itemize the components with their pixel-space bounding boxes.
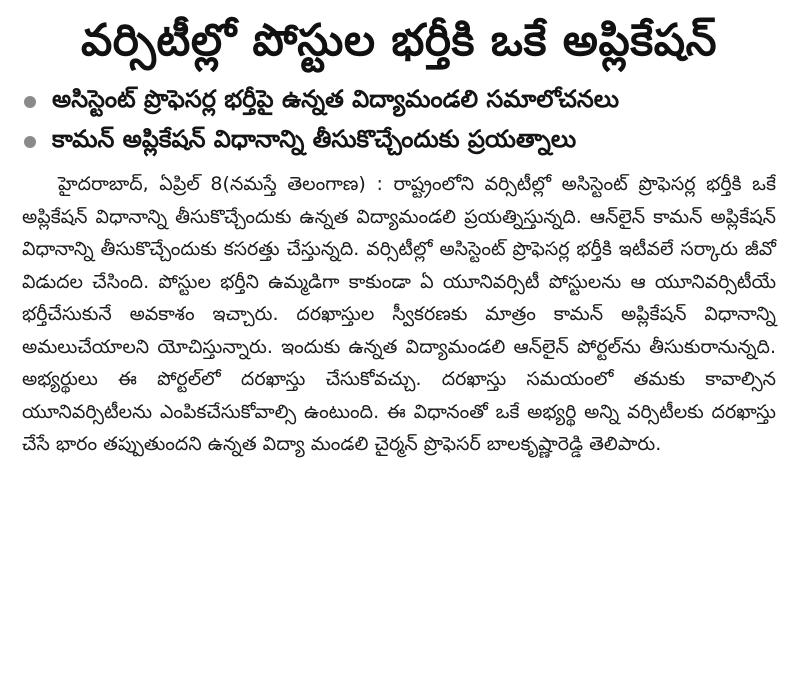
bullet-icon (24, 136, 36, 148)
subhead-list (22, 82, 776, 162)
subhead-text: అసిస్టెంట్ ప్రొఫెసర్ల భర్తీపై ఉన్నత విద్యామండలి సమాలోచనలు (52, 85, 620, 113)
subhead-text: కామన్ అప్లికేషన్ విధానాన్ని తీసుకొచ్చేందుకు ప్రయత్నాలు (52, 125, 577, 153)
subhead-item (22, 82, 776, 122)
bullet-icon (24, 96, 36, 108)
article-headline: వర్సిటీల్లో పోస్టుల భర్తీకి ఒకే అప్లికేషన్ (81, 15, 717, 66)
article-body: హైదరాబాద్, ఏప్రిల్ 8(నమస్తే తెలంగాణ) : రాష్ట్రంలోని వర్సిటీల్లో అసిస్టెంట్ ప్రొఫెసర్ల భర్తీకి ఒకే అప్లికేషన్ విధానాన్ని తీసుకొచ్చేందుకు ఉన్నత విద్యామండలి ప్రయత్నిస్తున్నది. ఆన్‌లైన్ కామన్ అప్లికేషన్ విధానాన్ని తీసుకొచ్చేందుకు కసరత్తు చేస్తున్నది. వర్సిటీల్లో అసిస్టెంట్ ప్రొఫెసర్ల భర్తీకి ఇటీవలే సర్కారు జీవో విడుదల చేసింది. పోస్టుల భర్తీని ఉమ్మడిగా కాకుండా ఏ యూనివర్సిటీ పోస్టులను ఆ యూనివర్సిటీయే భర్తీచేసుకునే అవకాశం ఇచ్చారు. దరఖాస్తుల స్వీకరణకు మాత్రం కామన్ అప్లికేషన్ విధానాన్ని అమలుచేయాలని యోచిస్తున్నారు. ఇందుకు ఉన్నత విద్యామండలి ఆన్‌లైన్ పోర్టల్‌ను తీసుకురానున్నది. అభ్యర్థులు ఈ పోర్టల్‌లో దరఖాస్తు చేసుకోవచ్చు. దరఖాస్తు సమయంలో తమకు కావాల్సిన యూనివర్సిటీలను ఎంపికచేసుకోవాల్సి ఉంటుంది. ఈ విధానంతో ఒకే అభ్యర్థి అన్ని వర్సిటీలకు దరఖాస్తు చేసే భారం తప్పుతుందని ఉన్నత విద్యా మండలి చైర్మన్ ప్రొఫెసర్ బాలకృష్ణారెడ్డి తెలిపారు. (22, 173, 776, 455)
subhead-item (22, 122, 776, 162)
